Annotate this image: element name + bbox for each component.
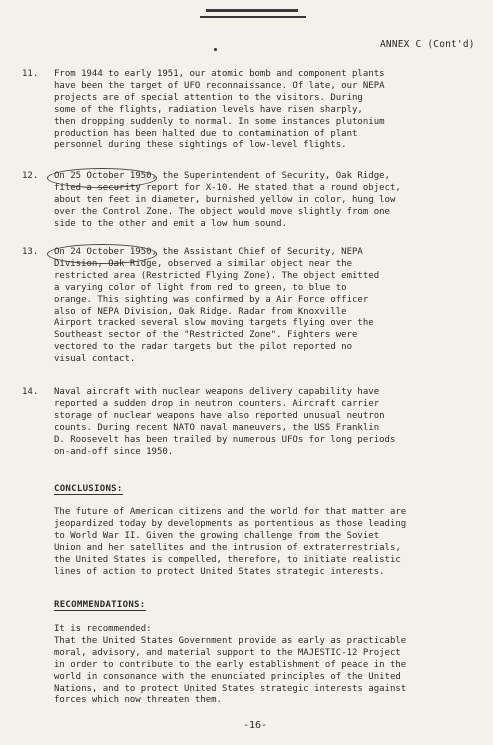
intro-line: It is recommended: [54,624,152,634]
paragraph-number: 13. [22,247,39,257]
text-line: some of the flights, radiation levels have risen sharply, [54,104,363,115]
text-line: forces which now threaten them. [54,695,222,706]
text-line: have been the target of UFO reconnaissance. Of late, our NEPA [54,80,385,91]
annex-label: ANNEX C (Cont'd) [380,39,475,50]
paragraph-12 [54,171,482,231]
text-line: over the Control Zone. The object would move slightly from one [54,206,390,217]
underline-bar [200,16,306,18]
text-line: The future of American citizens and the world for that matter are [54,507,407,517]
text-line: D. Roosevelt has been trailed by numerous UFOs for long periods [54,434,396,445]
text-line: counts. During recent NATO naval maneuvers, the USS Franklin [54,422,380,433]
text-line: Nations, and to protect United States strategic interests against [54,683,407,694]
conclusions-text [54,507,482,578]
paragraph-number: 12. [22,171,39,181]
text-line: filed a security report for X-10. He stated that a round object, [54,182,401,193]
text-line: restricted area (Restricted Flying Zone). The object emitted [54,270,380,281]
text-line: Naval aircraft with nuclear weapons delivery capability have [54,387,380,397]
text-line: world in consonance with the enunciated principles of the United [54,671,401,682]
text-line: From 1944 to early 1951, our atomic bomb and component plants [54,69,385,79]
text-line: lines of action to protect United States strategic interests. [54,566,385,577]
text-line: That the United States Government provide as early as practicable [54,635,407,646]
text-line: to World War II. Given the growing challenge from the Soviet [54,530,380,541]
text-line: jeopardized today by developments as portentious as those leading [54,518,407,529]
text-line: vectored to the radar targets but the pilot reported no [54,342,353,353]
text-line: Southeast sector of the "Restricted Zone". Fighters were [54,330,358,341]
heading-text: CONCLUSIONS: [54,484,123,494]
text-line: Union and her satellites and the intrusion of extraterrestrials, [54,542,401,553]
text-line: Division, Oak Ridge, observed a similar object near the [54,258,353,269]
text-line: storage of nuclear weapons have also reported unusual neutron [54,410,385,421]
text-line: personnel during these sightings of low-level flights. [54,140,347,151]
punch-dot [214,48,217,51]
paragraph-11 [54,69,482,152]
text-line: in order to contribute to the early establishment of peace in the [54,659,407,670]
paragraph-number: 11. [22,69,39,79]
text-line: about ten feet in diameter, burnished yellow in color, hung low [54,194,396,205]
text-line: side to the other and emit a low hum sound. [54,218,287,229]
text-line: reported a sudden drop in neutron counters. Aircraft carrier [54,398,380,409]
text-line: Airport tracked several slow moving targets flying over the [54,318,374,329]
text-line: visual contact. [54,354,136,365]
text-line: production has been halted due to contamination of plant [54,128,358,139]
conclusions-heading [54,484,123,494]
redacted-classification-mark [200,6,310,20]
paragraph-13 [54,247,482,366]
text-line: moral, advisory, and material support to the MAJESTIC-12 Project [54,647,401,658]
paragraph-14 [54,387,482,458]
text-line: also of NEPA Division, Oak Ridge. Radar from Knoxville [54,306,347,317]
text-line: a varying color of light from red to green, to blue to [54,282,347,293]
text-line: on-and-off since 1950. [54,446,174,457]
redaction-bar [206,9,298,12]
recommendations-text [54,624,482,707]
text-line: the United States is compelled, therefore, to initiate realistic [54,554,401,565]
heading-text: RECOMMENDATIONS: [54,600,146,610]
page-number: -16- [243,720,268,731]
text-line: projects are of special attention to the visitors. During [54,92,363,103]
text-line: orange. This sighting was confirmed by a Air Force officer [54,294,369,305]
text-line: On 24 October 1950, the Assistant Chief of Security, NEPA [54,247,363,257]
recommendations-heading [54,600,146,610]
paragraph-number: 14. [22,387,39,397]
text-line: then dropping suddenly to normal. In some instances plutonium [54,116,385,127]
text-line: On 25 October 1950, the Superintendent of Security, Oak Ridge, [54,171,390,181]
